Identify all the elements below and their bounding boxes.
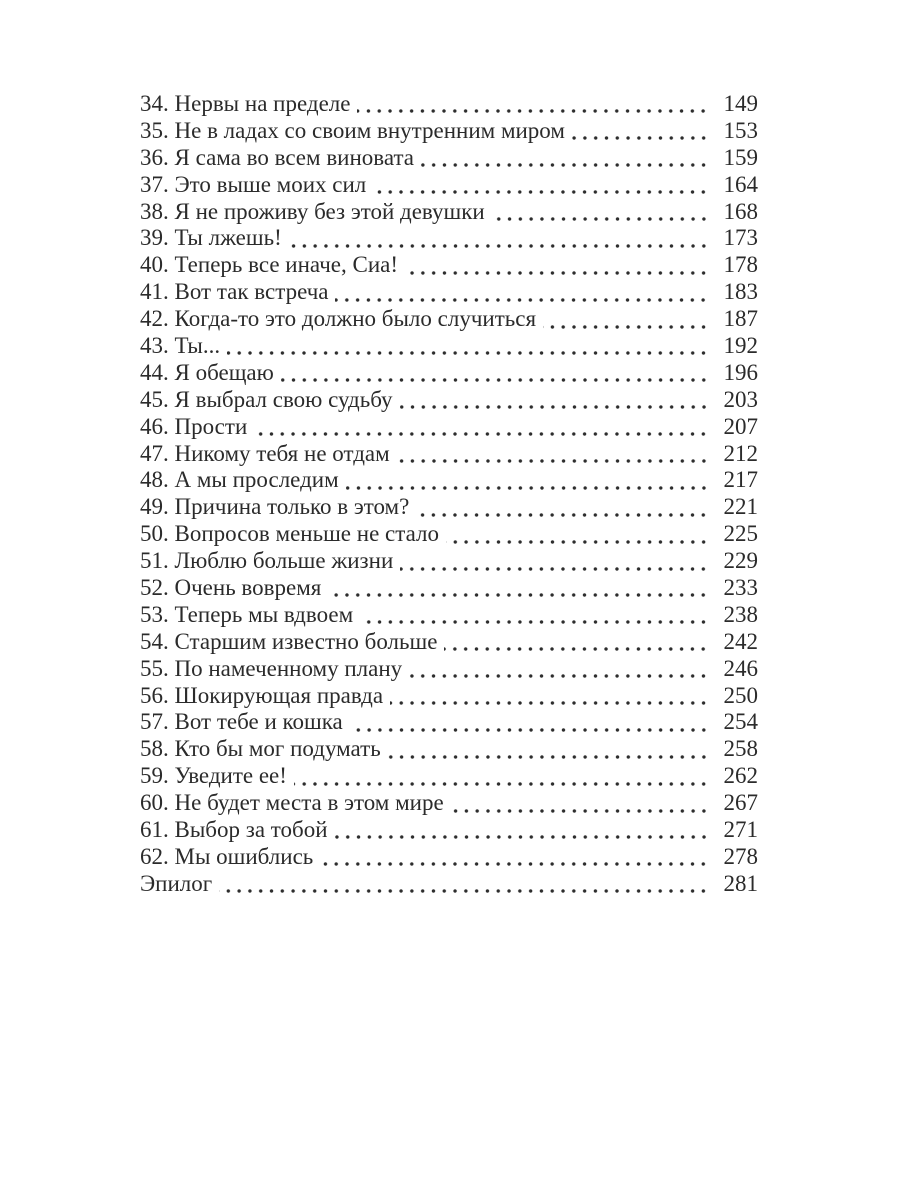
toc-row [140, 763, 758, 790]
toc-page-number: 246 [723, 655, 758, 681]
toc-page-number: 258 [723, 736, 758, 762]
toc-entry-label: 43. Ты... [140, 333, 221, 359]
toc-row [140, 844, 758, 871]
toc-row [140, 360, 758, 387]
toc-row [140, 306, 758, 333]
toc-entry-label: 51. Люблю больше жизни [140, 548, 394, 574]
toc-row [140, 441, 758, 468]
dot-leader [397, 441, 709, 468]
toc-entry-label: 39. Ты лжешь! [140, 225, 282, 251]
table-of-contents [140, 91, 758, 898]
toc-page-number: 153 [723, 117, 758, 143]
toc-entry-label: 52. Очень вовремя [140, 575, 322, 601]
toc-entry-label: 56. Шокирующая правда [140, 682, 384, 708]
dot-leader [294, 763, 709, 790]
toc-row [140, 736, 758, 763]
toc-page-number: 238 [723, 601, 758, 627]
dot-leader [357, 91, 709, 118]
toc-entry-label: 37. Это выше моих сил [140, 171, 367, 197]
toc-page-number: 168 [723, 198, 758, 224]
toc-page-number: 196 [723, 359, 758, 385]
dot-leader [350, 709, 709, 736]
dot-leader [281, 360, 709, 387]
toc-page-number: 281 [723, 870, 758, 896]
dot-leader [405, 252, 709, 279]
toc-entry-label: 55. По намеченному плану [140, 655, 403, 681]
dot-leader [444, 629, 709, 656]
toc-row [140, 575, 758, 602]
toc-row [140, 199, 758, 226]
toc-entry-label: 35. Не в ладах со своим внутренним миром [140, 117, 565, 143]
toc-entry-label: 61. Выбор за тобой [140, 817, 328, 843]
toc-entry-label: 48. А мы проследим [140, 467, 339, 493]
toc-row [140, 225, 758, 252]
toc-entry-label: 44. Я обещаю [140, 359, 274, 385]
dot-leader [335, 279, 709, 306]
toc-page-number: 159 [723, 144, 758, 170]
dot-leader [416, 494, 709, 521]
toc-entry-label: 47. Никому тебя не отдам [140, 440, 390, 466]
toc-entry-label: 40. Теперь все иначе, Сиа! [140, 252, 399, 278]
toc-entry-label: 36. Я сама во всем виновата [140, 144, 415, 170]
toc-page-number: 278 [723, 843, 758, 869]
toc-page-number: 207 [723, 413, 758, 439]
toc-page-number: 225 [723, 521, 758, 547]
dot-leader [320, 844, 709, 871]
toc-entry-label: 38. Я не проживу без этой девушки [140, 198, 485, 224]
toc-page-number: 221 [723, 494, 758, 520]
toc-entry-label: 58. Кто бы мог подумать [140, 736, 381, 762]
toc-entry-label: 49. Причина только в этом? [140, 494, 410, 520]
dot-leader [360, 602, 709, 629]
toc-page-number: 262 [723, 763, 758, 789]
toc-page-number: 233 [723, 575, 758, 601]
dot-leader [409, 656, 709, 683]
toc-page-number: 149 [723, 91, 758, 116]
dot-leader [388, 736, 709, 763]
toc-entry-label: 50. Вопросов меньше не стало [140, 521, 439, 547]
toc-row [140, 521, 758, 548]
toc-page-number: 192 [723, 333, 758, 359]
toc-page-number: 271 [723, 817, 758, 843]
toc-entry-label: 54. Старшим известно больше [140, 628, 438, 654]
dot-leader [373, 172, 709, 199]
toc-row [140, 494, 758, 521]
toc-row [140, 333, 758, 360]
dot-leader [451, 790, 709, 817]
toc-page-number: 212 [723, 440, 758, 466]
toc-page-number: 267 [723, 790, 758, 816]
toc-row [140, 387, 758, 414]
toc-page-number: 229 [723, 548, 758, 574]
toc-entry-label: 60. Не будет места в этом мире [140, 790, 444, 816]
toc-page-number: 173 [723, 225, 758, 251]
dot-leader [346, 467, 709, 494]
toc-entry-label: 53. Теперь мы вдвоем [140, 601, 354, 627]
toc-row [140, 252, 758, 279]
toc-row [140, 817, 758, 844]
toc-entry-label: 41. Вот так встреча [140, 279, 329, 305]
toc-page-number: 242 [723, 628, 758, 654]
toc-row [140, 172, 758, 199]
dot-leader [390, 683, 709, 710]
toc-entry-label: 45. Я выбрал свою судьбу [140, 386, 393, 412]
dot-leader [421, 145, 709, 172]
toc-entry-label: 59. Уведите ее! [140, 763, 287, 789]
toc-page-number: 187 [723, 306, 758, 332]
dot-leader [328, 575, 709, 602]
toc-page-number: 203 [723, 386, 758, 412]
dot-leader [572, 118, 709, 145]
toc-entry-label: 62. Мы ошиблись [140, 843, 314, 869]
toc-page-number: 183 [723, 279, 758, 305]
toc-entry-label: 46. Прости [140, 413, 248, 439]
toc-row [140, 145, 758, 172]
toc-row [140, 629, 758, 656]
toc-row [140, 790, 758, 817]
toc-row [140, 279, 758, 306]
dot-leader [227, 333, 709, 360]
toc-entry-label: 42. Когда-то это должно было случиться [140, 306, 537, 332]
toc-page-number: 254 [723, 709, 758, 735]
toc-row [140, 709, 758, 736]
dot-leader [543, 306, 709, 333]
toc-row [140, 683, 758, 710]
toc-page-number: 250 [723, 682, 758, 708]
dot-leader [446, 521, 709, 548]
toc-row [140, 118, 758, 145]
toc-page-number: 178 [723, 252, 758, 278]
toc-row [140, 548, 758, 575]
dot-leader [289, 225, 709, 252]
toc-row [140, 871, 758, 898]
toc-row [140, 414, 758, 441]
toc-row [140, 602, 758, 629]
toc-row [140, 467, 758, 494]
toc-row [140, 656, 758, 683]
toc-page-number: 217 [723, 467, 758, 493]
toc-entry-label: 34. Нервы на пределе [140, 91, 351, 116]
dot-leader [335, 817, 709, 844]
dot-leader [492, 199, 709, 226]
dot-leader [400, 387, 709, 414]
toc-entry-label: Эпилог [140, 870, 213, 896]
toc-entry-label: 57. Вот тебе и кошка [140, 709, 343, 735]
dot-leader [254, 414, 709, 441]
dot-leader [400, 548, 709, 575]
dot-leader [219, 871, 709, 898]
toc-page-number: 164 [723, 171, 758, 197]
toc-row [140, 91, 758, 118]
